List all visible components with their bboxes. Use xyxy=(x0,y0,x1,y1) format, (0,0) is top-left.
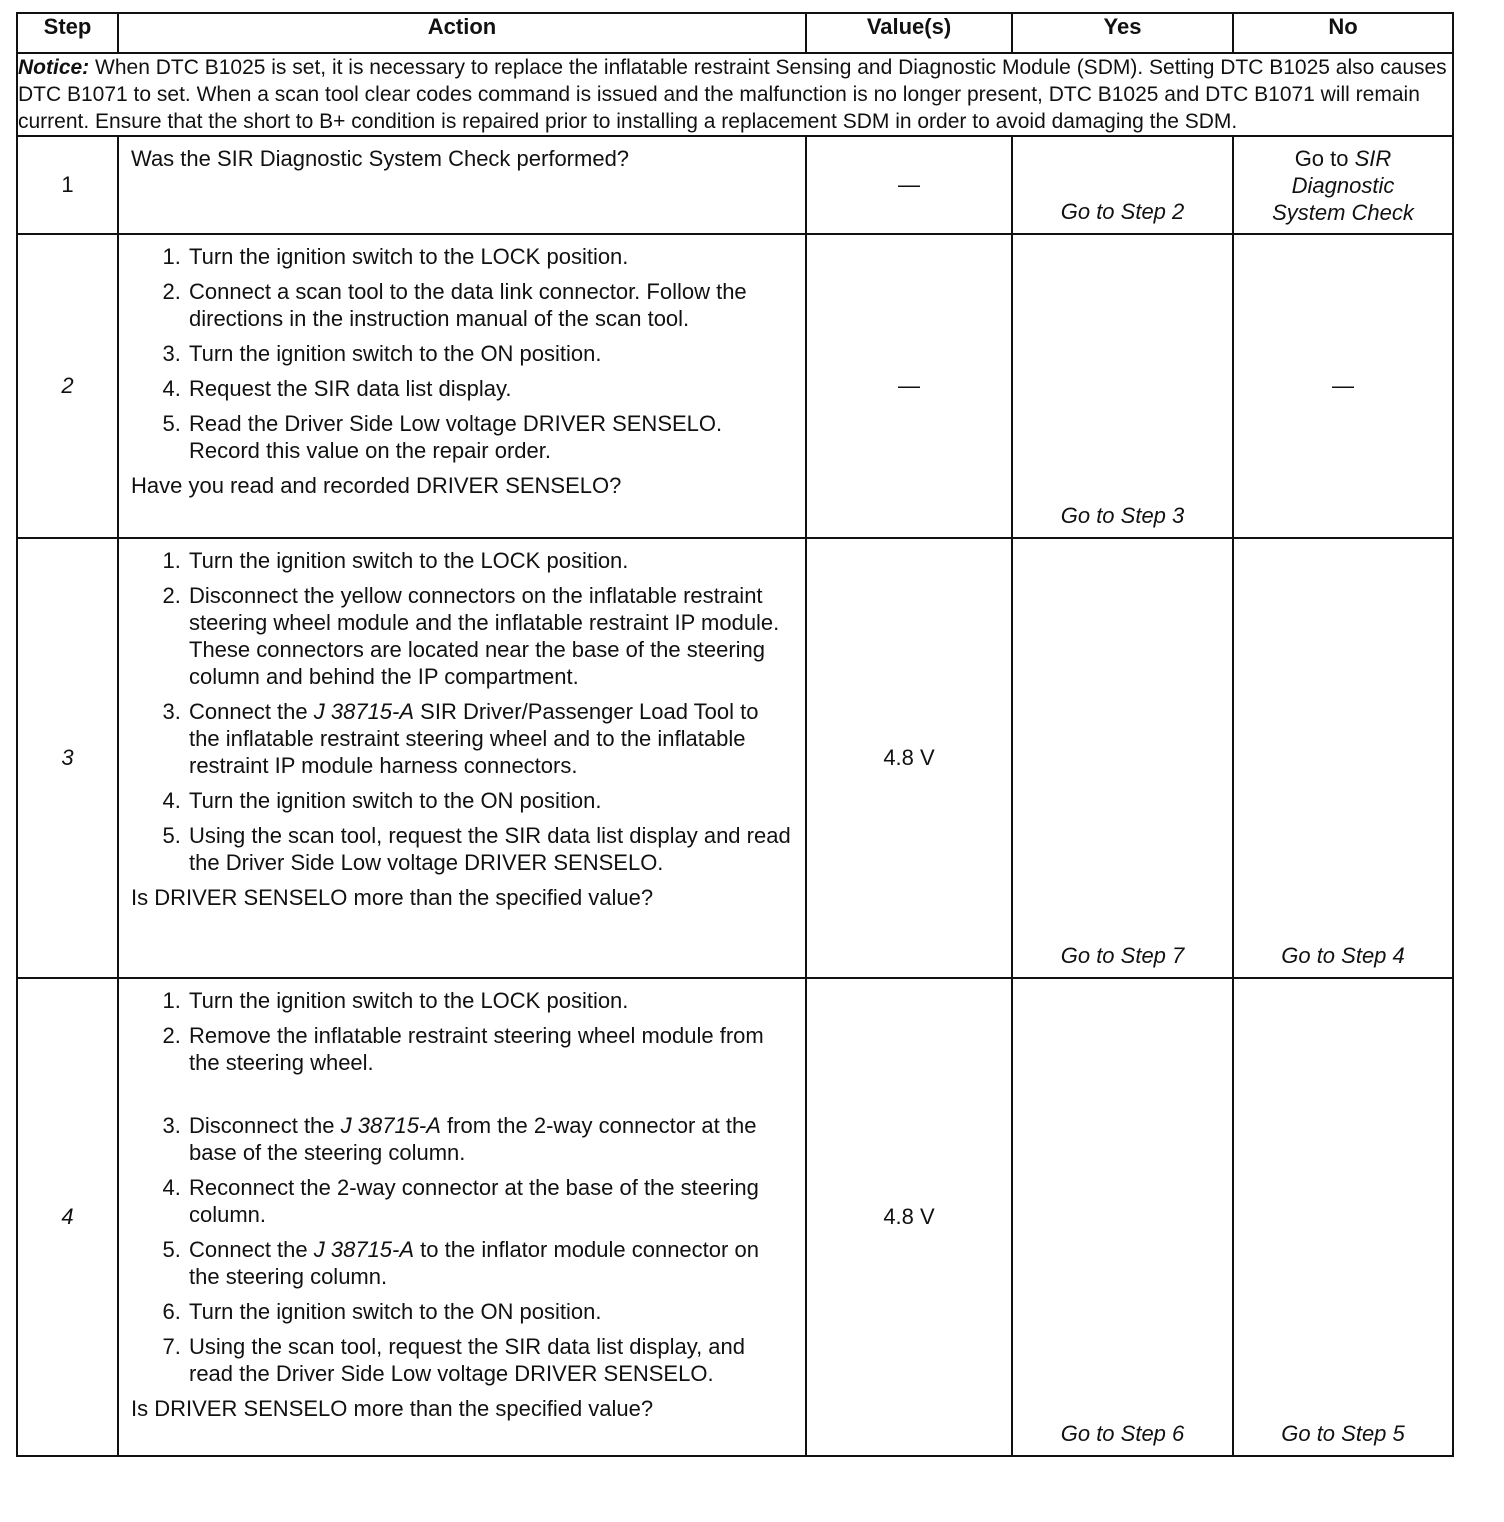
instruction-item: 7. Using the scan tool, request the SIR data list display, and read the Driver Side Low voltage DRIVER SENSELO. xyxy=(187,1333,795,1387)
notice-row xyxy=(17,53,1453,136)
instruction-list xyxy=(131,987,795,1387)
no-link-prefix: Go to xyxy=(1294,146,1349,171)
table-row xyxy=(17,234,1453,538)
yes-cell xyxy=(1012,978,1233,1456)
instruction-item: 5. Using the scan tool, request the SIR data list display and read the Driver Side Low voltage DRIVER SENSELO. xyxy=(187,822,795,876)
instruction-list xyxy=(131,547,795,876)
instruction-item: 1. Turn the ignition switch to the LOCK position. xyxy=(187,547,795,574)
yes-link[interactable]: Go to Step 3 xyxy=(1060,503,1185,528)
instruction-item: 1. Turn the ignition switch to the LOCK position. xyxy=(187,987,795,1014)
instruction-item: 2. Connect a scan tool to the data link connector. Follow the directions in the instruction manual of the scan tool. xyxy=(187,278,795,332)
instruction-item xyxy=(187,698,795,779)
no-link[interactable] xyxy=(1234,137,1452,226)
step-number: 2 xyxy=(17,234,118,538)
instruction-item: 6. Turn the ignition switch to the ON position. xyxy=(187,1298,795,1325)
action-cell xyxy=(118,978,806,1456)
yes-link[interactable]: Go to Step 2 xyxy=(1060,199,1185,224)
instruction-item: 4. Reconnect the 2-way connector at the base of the steering column. xyxy=(187,1174,795,1228)
instruction-item: 4. Request the SIR data list display. xyxy=(187,375,795,402)
no-cell xyxy=(1233,538,1453,978)
instruction-text: SIR Driver/Passenger Load Tool to the inflatable restraint steering wheel and to the inflatable restraint IP module harness connectors. xyxy=(189,699,759,778)
notice-label: Notice: xyxy=(18,56,90,79)
table-row xyxy=(17,136,1453,234)
diagnostic-table xyxy=(16,12,1454,1457)
value-cell: 4.8 V xyxy=(806,978,1012,1456)
no-cell xyxy=(1233,978,1453,1456)
step-question: Have you read and recorded DRIVER SENSELO? xyxy=(131,473,622,498)
no-link-line2: Diagnostic xyxy=(1291,173,1395,198)
no-cell xyxy=(1233,234,1453,538)
no-value: — xyxy=(1332,373,1354,398)
instruction-item: 5. Read the Driver Side Low voltage DRIVER SENSELO. Record this value on the repair order. xyxy=(187,410,795,464)
header-step: Step xyxy=(17,13,118,53)
value-cell: — xyxy=(806,136,1012,234)
notice-text: When DTC B1025 is set, it is necessary to replace the inflatable restraint Sensing and Diagnostic Module (SDM). Setting DTC B1025 also causes DTC B1071 to set. When a scan tool clear codes command is issued and the malfunction is no longer present, DTC B1025 and DTC B1071 will remain current. Ensure that the short to B+ condition is repaired prior to installing a replacement SDM in order to avoid damaging the SDM. xyxy=(18,56,1447,133)
instruction-item: 1. Turn the ignition switch to the LOCK position. xyxy=(187,243,795,270)
instruction-item xyxy=(187,1112,795,1166)
yes-cell xyxy=(1012,234,1233,538)
yes-cell xyxy=(1012,538,1233,978)
step-question: Is DRIVER SENSELO more than the specified value? xyxy=(131,885,654,910)
instruction-item xyxy=(187,1236,795,1290)
no-link[interactable]: Go to Step 5 xyxy=(1281,1421,1405,1446)
step-question: Was the SIR Diagnostic System Check performed? xyxy=(131,146,630,171)
tool-number: J 38715-A xyxy=(313,699,415,724)
value-cell: 4.8 V xyxy=(806,538,1012,978)
action-cell xyxy=(118,136,806,234)
instruction-item: 4. Turn the ignition switch to the ON position. xyxy=(187,787,795,814)
step-number: 1 xyxy=(17,136,118,234)
tool-number: J 38715-A xyxy=(313,1237,415,1262)
step-number: 4 xyxy=(17,978,118,1456)
table-row xyxy=(17,538,1453,978)
instruction-item: 3. Turn the ignition switch to the ON position. xyxy=(187,340,795,367)
header-action: Action xyxy=(118,13,806,53)
action-cell xyxy=(118,538,806,978)
value-cell: — xyxy=(806,234,1012,538)
notice-cell xyxy=(17,53,1453,136)
header-row xyxy=(17,13,1453,53)
instruction-text: Disconnect the xyxy=(189,1113,341,1138)
yes-cell xyxy=(1012,136,1233,234)
header-yes: Yes xyxy=(1012,13,1233,53)
table-row xyxy=(17,978,1453,1456)
no-cell xyxy=(1233,136,1453,234)
instruction-item: 2. Disconnect the yellow connectors on the inflatable restraint steering wheel module and the inflatable restraint IP module. These connectors are located near the base of the steering column and behind the IP compartment. xyxy=(187,582,795,690)
no-link-line3: System Check xyxy=(1272,200,1414,225)
header-values: Value(s) xyxy=(806,13,1012,53)
action-cell xyxy=(118,234,806,538)
instruction-item: 2. Remove the inflatable restraint steering wheel module from the steering wheel. xyxy=(187,1022,795,1076)
instruction-text: Connect the xyxy=(189,1237,314,1262)
yes-link[interactable]: Go to Step 7 xyxy=(1060,943,1185,968)
no-link[interactable]: Go to Step 4 xyxy=(1281,943,1405,968)
header-no: No xyxy=(1233,13,1453,53)
tool-number: J 38715-A xyxy=(340,1113,441,1138)
yes-link[interactable]: Go to Step 6 xyxy=(1060,1421,1185,1446)
step-question: Is DRIVER SENSELO more than the specified value? xyxy=(131,1396,654,1421)
step-number: 3 xyxy=(17,538,118,978)
no-link-line1: SIR xyxy=(1354,146,1392,171)
instruction-text: Connect the xyxy=(189,699,314,724)
instruction-text: from the 2-way connector at the base of the steering column. xyxy=(189,1113,757,1165)
instruction-text: to the inflator module connector on the steering column. xyxy=(189,1237,759,1289)
instruction-list xyxy=(131,243,795,464)
